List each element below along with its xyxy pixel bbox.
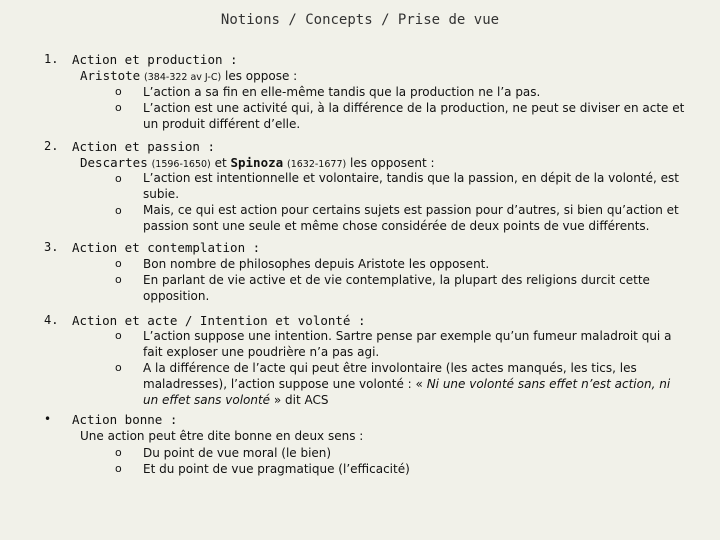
bullet-marker: o bbox=[115, 273, 122, 286]
author-line bbox=[80, 155, 435, 170]
section-marker: 1. bbox=[44, 52, 59, 66]
section-marker: 4. bbox=[44, 313, 59, 327]
author-rest: les oppose : bbox=[221, 69, 298, 83]
list-item: Bon nombre de philosophes depuis Aristote les opposent. bbox=[143, 257, 490, 271]
author-rest: les opposent : bbox=[346, 156, 435, 170]
intro-line: Une action peut être dite bonne en deux sens : bbox=[80, 429, 364, 443]
bullet-marker: o bbox=[115, 361, 122, 374]
section-marker: • bbox=[44, 412, 52, 426]
bullet-marker: o bbox=[115, 204, 122, 217]
author-name-2: Spinoza bbox=[230, 155, 284, 170]
list-item: L’action a sa fin en elle-même tandis que la production ne l’a pas. bbox=[143, 85, 541, 99]
bullet-marker: o bbox=[115, 257, 122, 270]
author-dates: (1596-1650) bbox=[151, 159, 211, 170]
bullet-marker: o bbox=[115, 446, 122, 459]
section-heading: Action et contemplation : bbox=[72, 240, 261, 255]
author-line bbox=[80, 68, 297, 83]
list-item: En parlant de vie active et de vie contemplative, la plupart des religions durcit cette opposition. bbox=[143, 273, 650, 303]
list-item: L’action est une activité qui, à la différence de la production, ne peut se diviser en acte et un produit différent d’elle. bbox=[143, 101, 685, 131]
item-text-tail: » dit ACS bbox=[273, 393, 329, 407]
author-dates: (384-322 av J-C) bbox=[144, 72, 222, 83]
author-connector: et bbox=[210, 156, 231, 170]
bullet-marker: o bbox=[115, 101, 122, 114]
bullet-marker: o bbox=[115, 85, 122, 98]
bullet-marker: o bbox=[115, 329, 122, 342]
item-text: A la différence de l’acte qui peut être involontaire (les actes manqués, les tics, les maladresses), l’action suppose une volonté : « bbox=[143, 361, 637, 391]
list-item bbox=[143, 360, 688, 408]
author-name: Aristote bbox=[80, 68, 141, 83]
section-marker: 3. bbox=[44, 240, 59, 254]
list-item: Mais, ce qui est action pour certains sujets est passion pour d’autres, si bien qu’action et passion sont une seule et même chose considérée de deux points de vue différents. bbox=[143, 203, 679, 233]
list-item: Et du point de vue pragmatique (l’efficacité) bbox=[143, 462, 410, 476]
section-heading: Action et acte / Intention et volonté : bbox=[72, 313, 366, 328]
list-item: L’action est intentionnelle et volontaire, tandis que la passion, en dépit de la volonté, est subie. bbox=[143, 171, 679, 201]
bullet-marker: o bbox=[115, 172, 122, 185]
section-marker: 2. bbox=[44, 139, 59, 153]
author-dates-2: (1632-1677) bbox=[287, 159, 347, 170]
quote-text: Ni une volonté sans effet n’est action, ni un effet sans volonté bbox=[143, 377, 671, 407]
section-heading: Action et passion : bbox=[72, 139, 215, 154]
section-heading: Action bonne : bbox=[72, 412, 178, 427]
author-name: Descartes bbox=[80, 155, 148, 170]
section-heading: Action et production : bbox=[72, 52, 238, 67]
bullet-marker: o bbox=[115, 462, 122, 475]
list-item: L’action suppose une intention. Sartre pense par exemple qu’un fumeur maladroit qui a fait exploser une poudrière n’a pas agi. bbox=[143, 329, 672, 359]
list-item: Du point de vue moral (le bien) bbox=[143, 446, 332, 460]
page-title: Notions / Concepts / Prise de vue bbox=[220, 12, 500, 28]
